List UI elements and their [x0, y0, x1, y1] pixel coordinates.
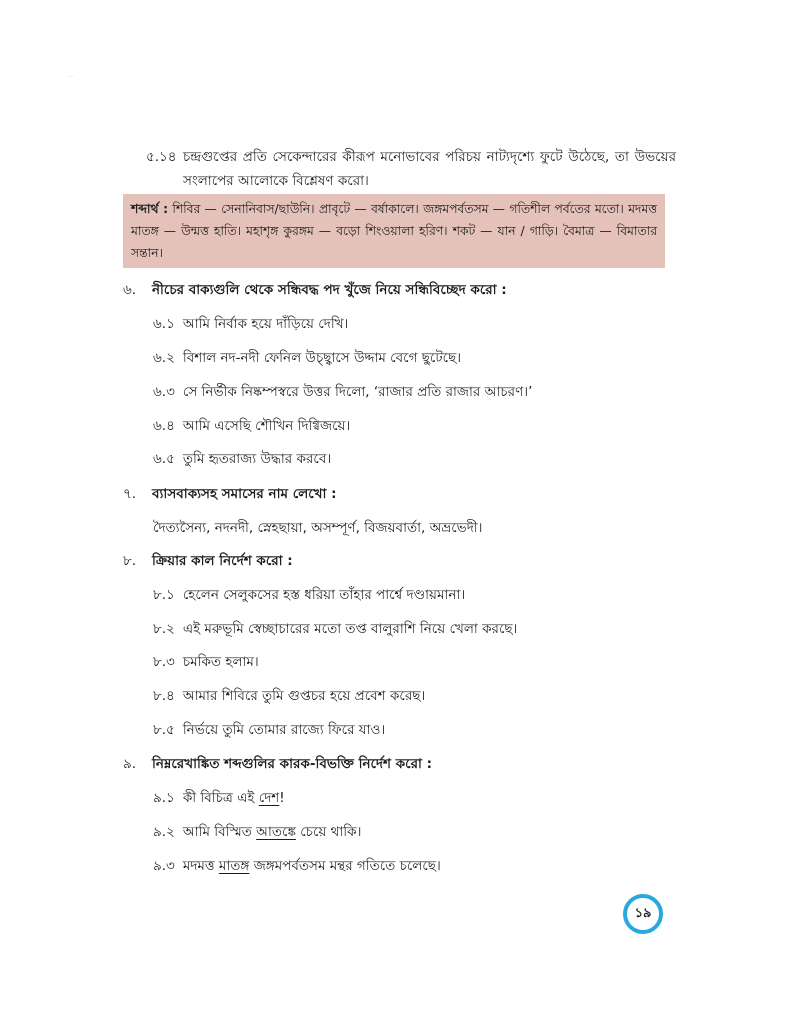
item-number: ৬.১	[153, 316, 175, 332]
list-item	[153, 720, 385, 740]
list-item	[153, 856, 441, 876]
question-title: নীচের বাক্যগুলি থেকে সন্ধিবদ্ধ পদ খুঁজে নিয়ে সন্ধিবিচ্ছেদ করো :	[152, 282, 507, 298]
item-text: চমকিত হলাম।	[182, 654, 259, 670]
underlined-word: আতঙ্কে	[256, 824, 296, 840]
item-number: ৬.৫	[153, 451, 175, 467]
question-5-14	[146, 145, 676, 193]
question-number: ৬.	[123, 282, 137, 298]
item-number: ৮.২	[153, 621, 175, 637]
item-text: আমি এসেছি শৌখিন দিগ্বিজয়ে।	[182, 418, 351, 434]
item-number: ৮.৫	[153, 722, 175, 738]
item-number: ৮.১	[153, 587, 175, 603]
item-text: নির্ভয়ে তুমি তোমার রাজ্যে ফিরে যাও।	[182, 722, 386, 738]
list-item	[153, 619, 517, 639]
list-item	[153, 652, 259, 672]
glossary-text: শিবির — সেনানিবাস/ছাউনি। প্রাবৃটে — বর্ষাকালে। জঙ্গমপর্বতসম — গতিশীল পর্বতের মতো। মদমত্ত মাতঙ্গ — উন্মত্ত হাতি। মহাশৃঙ্গ কুরঙ্গম — বড়ো শিংওয়ালা হরিণ। শকট — যান / গাড়ি। বৈমাত্র — বিমাতার সন্তান।	[131, 202, 657, 260]
item-text: বিশাল নদ-নদী ফেনিল উচ্ছ্বাসে উদ্দাম বেগে ছুটেছে।	[182, 350, 462, 366]
list-item	[153, 788, 285, 808]
word-list: দৈত্যসৈন্য, নদনদী, স্নেহছায়া, অসম্পূর্ণ, বিজয়বার্তা, অভ্রভেদী।	[153, 520, 483, 536]
item-number: ৯.১	[153, 790, 175, 806]
question-number: ৫.১৪	[146, 149, 177, 165]
question-8-heading	[123, 551, 293, 571]
list-item	[153, 416, 350, 436]
question-title: ব্যাসবাক্যসহ সমাসের নাম লেখো :	[152, 486, 337, 502]
underlined-word: মাতঙ্গ	[218, 858, 250, 874]
item-number: ৬.৩	[153, 384, 175, 400]
question-line-2: সংলাপের আলোকে বিশ্লেষণ করো।	[183, 173, 369, 189]
question-line-1: চন্দ্রগুপ্তের প্রতি সেকেন্দারের কীরূপ মনোভাবের পরিচয় নাট্যদৃশ্যে ফুটে উঠেছে, তা উভয়ের	[183, 149, 676, 165]
item-number: ৬.২	[153, 350, 175, 366]
item-number: ৬.৪	[153, 418, 175, 434]
item-text: সে নির্ভীক নিষ্কম্পস্বরে উত্তর দিলো, ‘রাজার প্রতি রাজার আচরণ।’	[182, 384, 533, 400]
corner-mark: ...	[68, 71, 75, 79]
question-6-heading	[123, 280, 507, 300]
question-title: ক্রিয়ার কাল নির্দেশ করো :	[152, 553, 293, 569]
question-7-heading	[123, 484, 337, 504]
item-number: ৮.৩	[153, 654, 175, 670]
item-text: এই মরুভূমি স্বেচ্ছাচারের মতো তপ্ত বালুরাশি নিয়ে খেলা করছে।	[182, 621, 518, 637]
glossary-label: শব্দার্থ :	[131, 202, 169, 216]
question-number: ৮.	[123, 553, 137, 569]
page-number-badge	[623, 894, 663, 934]
item-text: মদমত্ত	[182, 858, 215, 874]
item-number: ৯.২	[153, 824, 175, 840]
item-text: হেলেন সেলুকসের হস্ত ধরিয়া তাঁহার পার্শ্বে দণ্ডায়মানা।	[182, 587, 466, 603]
item-text: চেয়ে থাকি।	[300, 824, 362, 840]
item-text: !	[279, 790, 285, 806]
list-item	[153, 314, 348, 334]
list-item	[153, 822, 361, 842]
underlined-word: দেশ	[258, 790, 280, 806]
question-number: ৭.	[123, 486, 137, 502]
glossary-box	[123, 194, 665, 268]
page-number: ১৯	[634, 905, 652, 921]
list-item	[153, 449, 331, 469]
item-text: আমি নির্বাক হয়ে দাঁড়িয়ে দেখি।	[182, 316, 349, 332]
list-item	[153, 382, 532, 402]
list-item	[153, 686, 425, 706]
item-number: ৯.৩	[153, 858, 175, 874]
list-item	[153, 348, 461, 368]
item-text: কী বিচিত্র এই	[182, 790, 255, 806]
question-number: ৯.	[123, 756, 137, 772]
question-9-heading	[123, 754, 432, 774]
item-text: আমি বিস্মিত	[182, 824, 252, 840]
item-text: জঙ্গমপর্বতসম মন্থর গতিতে চলেছে।	[253, 858, 441, 874]
question-title: নিম্নরেখাঙ্কিত শব্দগুলির কারক-বিভক্তি নির্দেশ করো :	[152, 756, 433, 772]
item-text: তুমি হৃতরাজ্য উদ্ধার করবে।	[182, 451, 332, 467]
item-number: ৮.৪	[153, 688, 175, 704]
list-item	[153, 585, 465, 605]
item-text: আমার শিবিরে তুমি গুপ্তচর হয়ে প্রবেশ করেছ।	[182, 688, 426, 704]
